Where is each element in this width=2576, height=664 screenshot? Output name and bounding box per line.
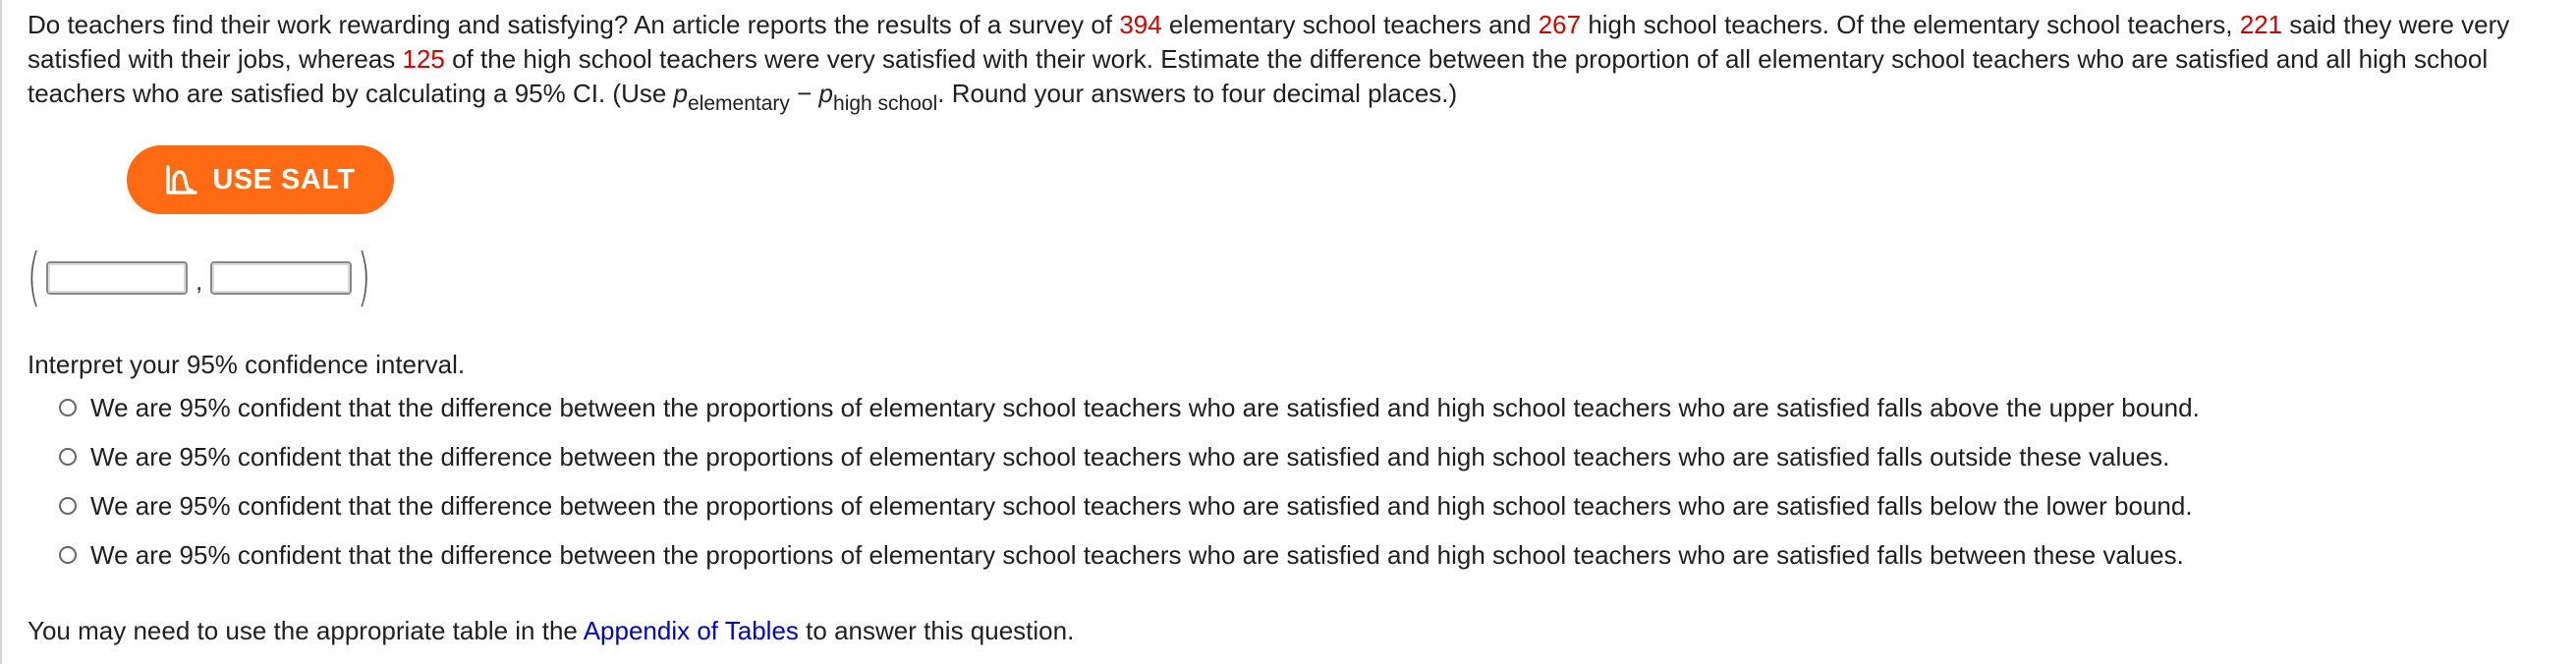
elementary-sample-size: 394: [1119, 10, 1162, 39]
radio-button[interactable]: [59, 497, 77, 515]
footer-text: You may need to use the appropriate table in the: [28, 616, 584, 645]
question-segment: Do teachers find their work rewarding and satisfying? An article reports the results of a survey of: [28, 10, 1120, 39]
confidence-interval-answer: [22, 242, 376, 314]
high-school-sample-size: 267: [1538, 10, 1582, 39]
subscript-elementary: elementary: [688, 92, 790, 115]
high-school-satisfied-count: 125: [402, 44, 445, 74]
lower-bound-input[interactable]: [46, 261, 188, 295]
footer-note: [28, 615, 1074, 646]
radio-button[interactable]: [59, 448, 77, 466]
option-label: We are 95% confident that the difference between the proportions of elementary school teachers who are satisfied and high school teachers who are satisfied falls outside these values.: [90, 441, 2170, 471]
interval-comma: ,: [195, 265, 203, 296]
radio-button[interactable]: [59, 399, 77, 416]
option-label: We are 95% confident that the difference between the proportions of elementary school teachers who are satisfied and high school teachers who are satisfied falls below the lower bound.: [90, 490, 2193, 521]
interpret-prompt: Interpret your 95% confidence interval.: [28, 350, 466, 379]
option-below-lower-bound[interactable]: [59, 481, 2200, 530]
option-label: We are 95% confident that the difference between the proportions of elementary school teachers who are satisfied and high school teachers who are satisfied falls between these values.: [90, 539, 2184, 570]
option-outside-values[interactable]: [59, 432, 2200, 481]
question-segment: high school teachers. Of the elementary school teachers,: [1581, 10, 2240, 39]
use-salt-label: USE SALT: [212, 163, 356, 195]
question-segment: of the high school teachers were very satisfied with their work. Estimate the difference between the proportion of all elementary school teachers who are satisfied and all high school teachers who are satisfied by calculating a 95% CI. (Use: [28, 44, 2489, 108]
interpretation-options: [59, 383, 2200, 580]
close-paren: ): [357, 242, 371, 314]
question-segment: elementary school teachers and: [1161, 10, 1539, 39]
left-border: [0, 0, 2, 664]
open-paren: (: [27, 242, 41, 314]
question-segment: said they were very satisfied with their jobs, whereas: [28, 10, 2510, 74]
question-text: [28, 8, 2562, 113]
p-symbol: p: [673, 79, 689, 108]
use-salt-button[interactable]: [127, 145, 394, 214]
minus-sign: −: [789, 79, 819, 108]
question-segment: . Round your answers to four decimal places.): [937, 79, 1458, 108]
subscript-high-school: high school: [833, 92, 938, 115]
footer-text: to answer this question.: [798, 616, 1075, 645]
elementary-satisfied-count: 221: [2239, 10, 2283, 39]
option-between-values[interactable]: [59, 530, 2200, 580]
radio-button[interactable]: [59, 546, 77, 564]
salt-icon: [165, 164, 198, 195]
appendix-of-tables-link[interactable]: Appendix of Tables: [583, 616, 799, 645]
option-above-upper-bound[interactable]: [59, 383, 2200, 432]
option-label: We are 95% confident that the difference between the proportions of elementary school teachers who are satisfied and high school teachers who are satisfied falls above the upper bound.: [90, 392, 2200, 422]
p-symbol: p: [818, 79, 834, 108]
upper-bound-input[interactable]: [210, 261, 352, 295]
